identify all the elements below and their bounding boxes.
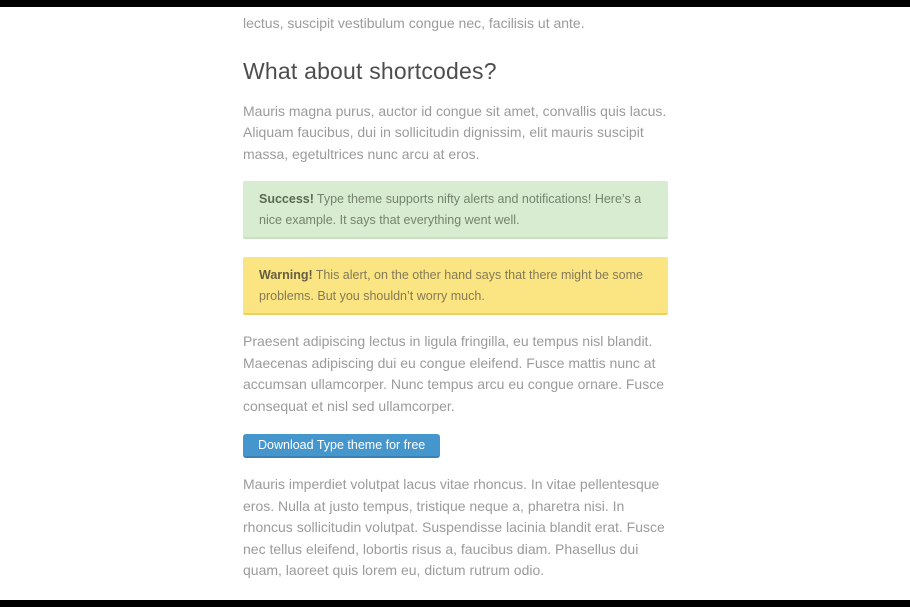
bottom-letterbox-bar <box>0 600 910 607</box>
warning-alert <box>243 257 668 315</box>
success-alert-label: Success! <box>259 192 314 206</box>
article-content <box>243 7 668 582</box>
paragraph-mauris: Mauris imperdiet volutpat lacus vitae rhoncus. In vitae pellentesque eros. Nulla at justo tempus, tristique neque a, pharetra nisi. In rhoncus sollicitudin volutpat. Suspendisse lacinia blandit erat. Fusce nec tellus eleifend, lobortis risus a, faucibus diam. Phasellus dui quam, laoreet quis lorem eu, dictum rutrum odio. <box>243 476 665 578</box>
success-alert-text: Type theme supports nifty alerts and notifications! Here’s a nice example. It says that everything went well. <box>259 192 642 227</box>
paragraph-shortcodes: Mauris magna purus, auctor id congue sit amet, convallis quis lacus. Aliquam faucibus, dui in sollicitudin dignissim, elit mauris suscipit massa, egetultrices nunc arcu at eros. <box>243 102 667 162</box>
success-alert <box>243 181 668 239</box>
warning-alert-text: This alert, on the other hand says that there might be some problems. But you shouldn’t worry much. <box>259 268 643 303</box>
intro-paragraph: lectus, suscipit vestibulum congue nec, facilisis ut ante. <box>243 15 585 31</box>
paragraph-praesent: Praesent adipiscing lectus in ligula fringilla, eu tempus nisl blandit. Maecenas adipiscing dui eu congue eleifend. Fusce mattis nunc at accumsan ullamcorper. Nunc tempus arcu eu congue ornare. Fusce consequat et nisl sed ullamcorper. <box>243 333 664 414</box>
top-letterbox-bar <box>0 0 910 7</box>
section-heading: What about shortcodes? <box>243 57 497 84</box>
warning-alert-label: Warning! <box>259 268 313 282</box>
download-theme-button[interactable]: Download Type theme for free <box>243 434 440 458</box>
